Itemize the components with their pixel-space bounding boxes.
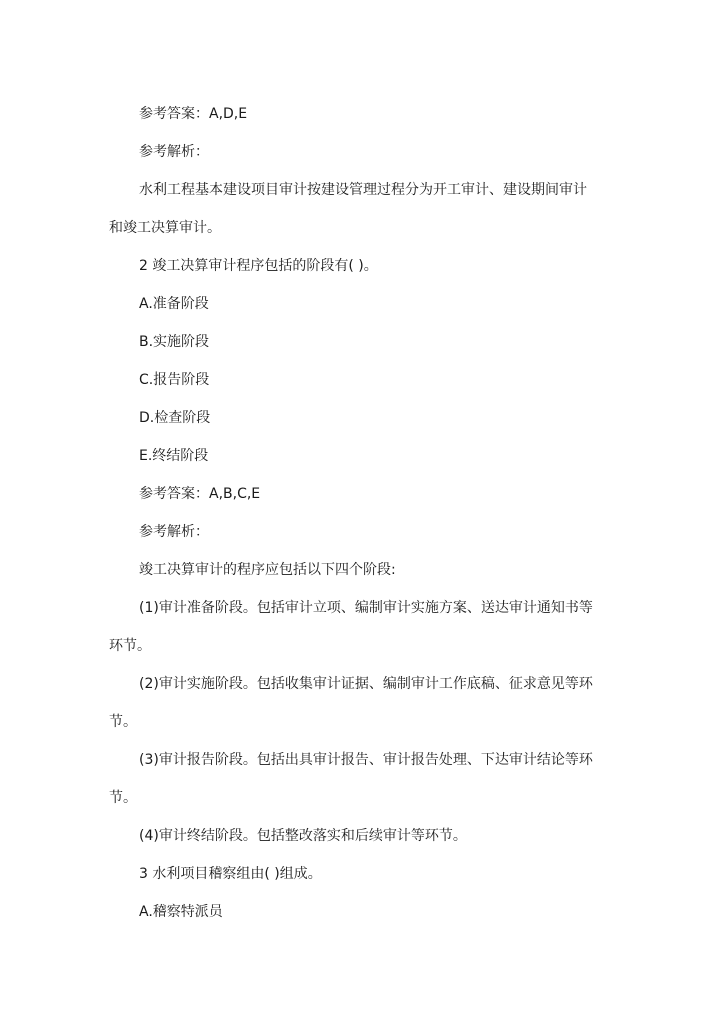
analysis-1-text-cont: 和竣工决算审计。: [109, 220, 221, 236]
option-d: D.检查阶段: [139, 410, 211, 426]
option-c: C.报告阶段: [139, 372, 210, 388]
stage-3: (3)审计报告阶段。包括出具审计报告、审计报告处理、下达审计结论等环: [139, 752, 593, 768]
analysis-2-intro: 竣工决算审计的程序应包括以下四个阶段:: [139, 562, 396, 578]
stage-4: (4)审计终结阶段。包括整改落实和后续审计等环节。: [139, 828, 467, 844]
answer-1: 参考答案：A,D,E: [139, 106, 248, 122]
stage-1-cont: 环节。: [109, 638, 151, 654]
stage-2: (2)审计实施阶段。包括收集审计证据、编制审计工作底稿、征求意见等环: [139, 676, 593, 692]
analysis-1-text: 水利工程基本建设项目审计按建设管理过程分为开工审计、建设期间审计: [139, 182, 587, 198]
answer-2: 参考答案：A,B,C,E: [139, 486, 261, 502]
stage-1: (1)审计准备阶段。包括审计立项、编制审计实施方案、送达审计通知书等: [139, 600, 593, 616]
stage-2-cont: 节。: [109, 714, 137, 730]
question-2: 2 竣工决算审计程序包括的阶段有( )。: [139, 258, 378, 274]
analysis-heading-2: 参考解析：: [139, 524, 209, 540]
option-e: E.终结阶段: [139, 448, 209, 464]
analysis-heading-1: 参考解析：: [139, 144, 209, 160]
option-a: A.准备阶段: [139, 296, 209, 312]
option-b: B.实施阶段: [139, 334, 210, 350]
option-a-q3: A.稽察特派员: [139, 904, 223, 920]
stage-3-cont: 节。: [109, 790, 137, 806]
question-3: 3 水利项目稽察组由( )组成。: [139, 866, 322, 882]
